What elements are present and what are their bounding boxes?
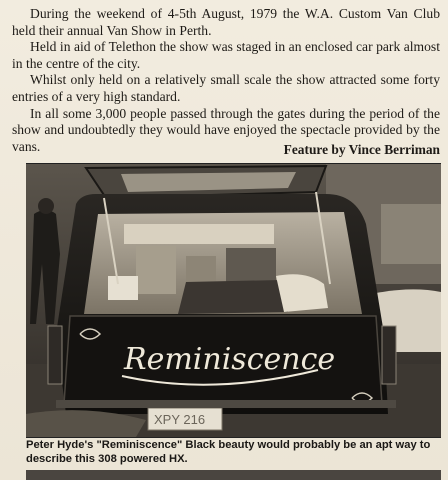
paragraph-4: In all some 3,000 people passed through the gates during the period of the show and undoubtedly they would have enjoyed the spectacle provided by the vans. [12,105,440,154]
paragraph-2: Held in aid of Telethon the show was staged in an enclosed car park almost in the centre of the city. [12,39,440,71]
paragraph-1: During the weekend of 4-5th August, 1979 the W.A. Custom Van Club held their annual Van Show in Perth. [12,6,440,38]
paragraph-3: Whilst only held on a relatively small scale the show attracted some forty entries of a very high standard. [12,72,440,104]
photo-caption: Peter Hyde's "Reminiscence" Black beauty would probably be an apt way to describe this 308 powered HX. [26,439,431,466]
next-photo-edge [26,470,441,480]
van-script-text: Reminiscence [124,342,336,377]
van-photo [26,163,441,438]
van-rear-illustration [26,164,441,437]
byline: Feature by Vince Berriman [283,142,440,157]
article-body [12,6,440,155]
number-plate-text: XPY 216 [154,412,206,427]
